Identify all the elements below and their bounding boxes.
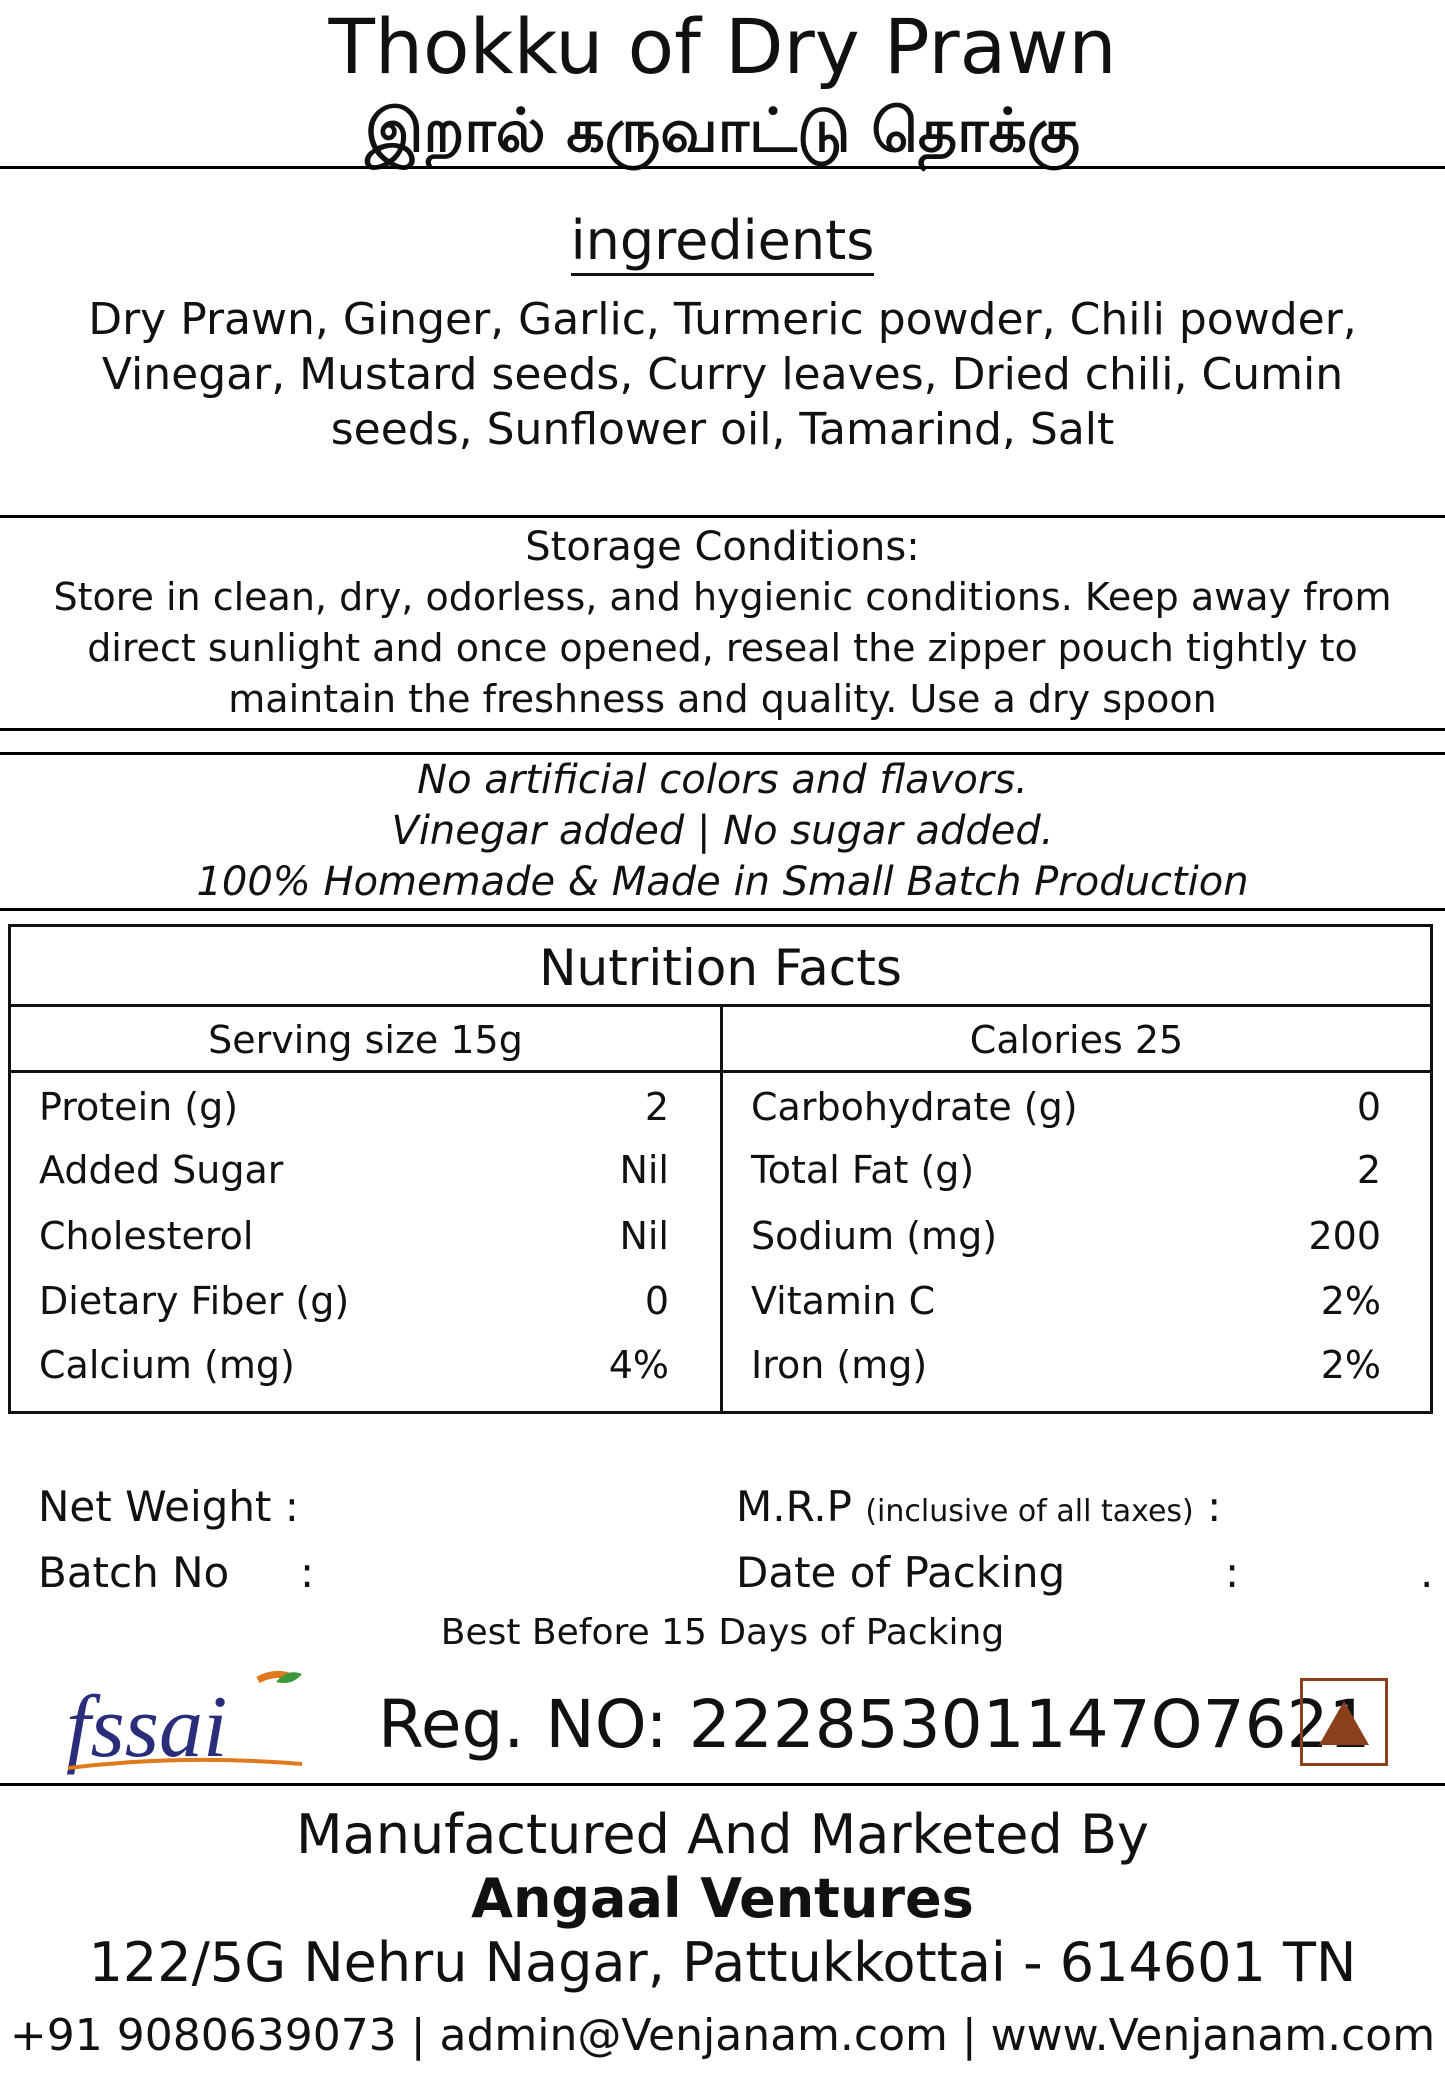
nutrition-row bbox=[751, 1271, 1381, 1331]
mrp-label bbox=[736, 1480, 1221, 1539]
nutrient-label: Added Sugar bbox=[39, 1148, 284, 1192]
mrp-colon: : bbox=[1207, 1482, 1222, 1531]
divider bbox=[0, 166, 1445, 169]
ingredients-text: Dry Prawn, Ginger, Garlic, Turmeric powder, Chili powder, Vinegar, Mustard seeds, Curry leaves, Dried chili, Cumin seeds, Sunflower oil, Tamarind, Salt bbox=[88, 294, 1357, 455]
net-weight-label: Net Weight : bbox=[38, 1482, 299, 1531]
table-divider-horizontal bbox=[11, 1070, 1430, 1073]
serving-size: Serving size 15g bbox=[208, 1018, 523, 1062]
nutrient-value: 2 bbox=[644, 1085, 669, 1129]
fssai-logo bbox=[62, 1668, 312, 1780]
nutrient-value: 0 bbox=[1356, 1085, 1381, 1129]
nutrition-row bbox=[39, 1140, 669, 1200]
nutrient-value: 200 bbox=[1308, 1214, 1381, 1258]
note-line: Vinegar added | No sugar added. bbox=[391, 808, 1054, 854]
mrp-tax-note: (inclusive of all taxes) bbox=[865, 1494, 1194, 1529]
packing-date-mark: . bbox=[1420, 1548, 1434, 1597]
nutrition-row bbox=[39, 1335, 669, 1395]
nutrition-row bbox=[751, 1140, 1381, 1200]
storage-text: Store in clean, dry, odorless, and hygienic conditions. Keep away from direct sunlight and once opened, reseal the zipper pouch tightly to maintain the freshness and quality. Use a dry spoon bbox=[53, 575, 1392, 721]
fssai-registration-number: Reg. NO: 22285301147O7621 bbox=[378, 1686, 1371, 1763]
company-name: Angaal Ventures bbox=[471, 1867, 974, 1930]
nutrient-label: Cholesterol bbox=[39, 1214, 254, 1258]
nutrient-label: Sodium (mg) bbox=[751, 1214, 998, 1258]
nutrient-label: Iron (mg) bbox=[751, 1343, 928, 1387]
nutrient-value: 2% bbox=[1320, 1343, 1381, 1387]
nutrition-row bbox=[751, 1077, 1381, 1137]
divider bbox=[0, 1783, 1445, 1786]
nutrient-label: Calcium (mg) bbox=[39, 1343, 295, 1387]
nutrition-row bbox=[39, 1271, 669, 1331]
batch-number-label: Batch No bbox=[38, 1548, 230, 1597]
fssai-logo-text: fssai bbox=[66, 1679, 228, 1776]
note-line: No artificial colors and flavors. bbox=[417, 757, 1028, 803]
manufactured-by: Manufactured And Marketed By bbox=[296, 1803, 1149, 1866]
nutrient-label: Total Fat (g) bbox=[751, 1148, 975, 1192]
divider bbox=[0, 908, 1445, 911]
divider bbox=[0, 728, 1445, 731]
product-title: Thokku of Dry Prawn bbox=[328, 2, 1117, 91]
nutrient-value: 2% bbox=[1320, 1279, 1381, 1323]
nutrition-row bbox=[751, 1206, 1381, 1266]
ingredients-heading bbox=[0, 208, 1445, 274]
nutrient-label: Vitamin C bbox=[751, 1279, 936, 1323]
nutrition-row bbox=[39, 1077, 669, 1137]
table-divider-vertical bbox=[720, 1007, 723, 1411]
mrp-label-text: M.R.P bbox=[736, 1482, 852, 1531]
batch-number-colon: : bbox=[300, 1548, 315, 1597]
calories: Calories 25 bbox=[969, 1018, 1184, 1062]
ingredients-heading-text: ingredients bbox=[571, 209, 875, 276]
packing-date-colon: : bbox=[1225, 1548, 1240, 1597]
nutrient-value: 2 bbox=[1356, 1148, 1381, 1192]
nutrient-label: Dietary Fiber (g) bbox=[39, 1279, 350, 1323]
nutrient-value: 4% bbox=[608, 1343, 669, 1387]
storage-heading: Storage Conditions: bbox=[525, 524, 920, 570]
product-title-tamil: இறால் கருவாட்டு தொக்கு bbox=[365, 96, 1080, 166]
nutrient-label: Carbohydrate (g) bbox=[751, 1085, 1078, 1129]
contact-line: +91 9080639073 | admin@Venjanam.com | www.Venjanam.com bbox=[9, 2010, 1436, 2061]
nutrition-row bbox=[751, 1335, 1381, 1395]
nutrition-facts-table bbox=[8, 924, 1433, 1414]
nutrient-label: Protein (g) bbox=[39, 1085, 239, 1129]
nutrition-row bbox=[39, 1206, 669, 1266]
nutrient-value: Nil bbox=[619, 1214, 669, 1258]
non-vegetarian-mark-icon bbox=[1300, 1678, 1388, 1766]
company-address: 122/5G Nehru Nagar, Pattukkottai - 614601 TN bbox=[88, 1931, 1357, 1994]
nutrient-value: Nil bbox=[619, 1148, 669, 1192]
packing-date-label: Date of Packing bbox=[736, 1548, 1066, 1597]
divider bbox=[0, 515, 1445, 518]
non-vegetarian-triangle-icon bbox=[1319, 1701, 1369, 1745]
nutrient-value: 0 bbox=[644, 1279, 669, 1323]
best-before: Best Before 15 Days of Packing bbox=[440, 1612, 1005, 1653]
nutrition-facts-title: Nutrition Facts bbox=[11, 927, 1430, 1007]
note-line: 100% Homemade & Made in Small Batch Production bbox=[196, 859, 1249, 905]
